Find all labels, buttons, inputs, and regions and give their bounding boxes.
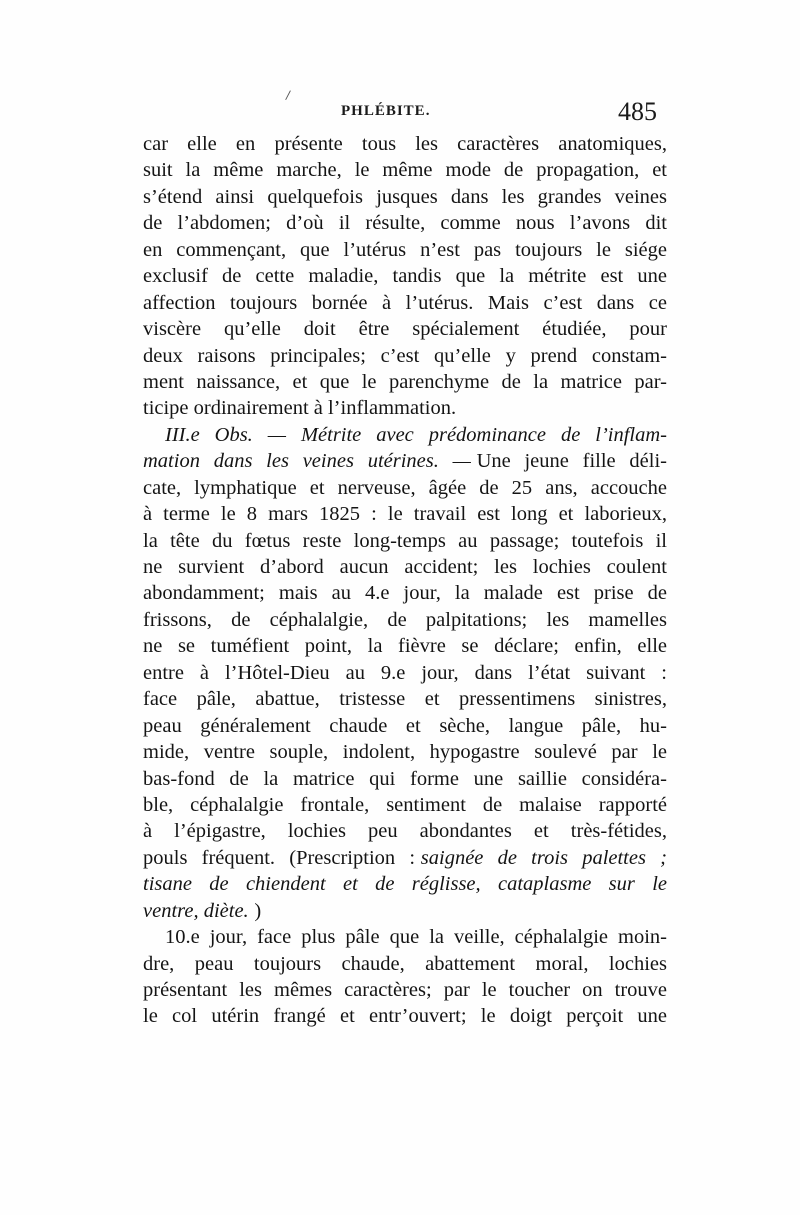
text-line: bas-fond de la matrice qui forme une saillie considéra-	[143, 767, 667, 790]
text-line: affection toujours bornée à l’utérus. Mais c’est dans ce	[143, 291, 667, 314]
text-line: dre, peau toujours chaude, abattement moral, lochies	[143, 952, 667, 975]
prescription-text: ventre, diète.	[143, 899, 249, 922]
text-line: face pâle, abattue, tristesse et pressentimens sinistres,	[143, 688, 667, 711]
text-line: entre à l’Hôtel-Dieu au 9.e jour, dans l’état suivant :	[143, 661, 667, 684]
text-line	[143, 898, 667, 924]
body-text	[143, 131, 667, 1030]
text-line: deux raisons principales; c’est qu’elle y prend constam-	[143, 344, 667, 367]
prescription-text: tisane de chiendent et de réglisse, cataplasme sur le	[143, 873, 667, 896]
text-line: abondamment; mais au 4.e jour, la malade est prise de	[143, 582, 667, 605]
text-segment: pouls fréquent. (Prescription :	[143, 846, 416, 869]
text-line: de l’abdomen; d’où il résulte, comme nous l’avons dit	[143, 212, 667, 235]
text-segment: Une jeune fille déli-	[476, 450, 667, 473]
text-line: le col utérin frangé et entr’ouvert; le doigt perçoit une	[143, 1005, 667, 1028]
text-line: la tête du fœtus reste long-temps au passage; toutefois il	[143, 529, 667, 552]
text-line: à terme le 8 mars 1825 : le travail est long et laborieux,	[143, 503, 667, 526]
running-title: PHLÉBITE.	[341, 103, 431, 119]
text-line: présentant les mêmes caractères; par le toucher on trouve	[143, 979, 667, 1001]
text-line: exclusif de cette maladie, tandis que la métrite est une	[143, 265, 667, 288]
observation-heading: III.e Obs. — Métrite avec prédominance de l’inflam-	[165, 423, 667, 446]
text-line: cate, lymphatique et nerveuse, âgée de 25 ans, accouche	[143, 476, 667, 499]
observation-heading-cont: mation dans les veines utérines. —	[143, 450, 471, 473]
page-number: 485	[618, 97, 657, 126]
text-line: en commençant, que l’utérus n’est pas toujours le siége	[143, 238, 667, 261]
prescription-text: saignée de trois palettes ;	[420, 846, 667, 869]
text-line: car elle en présente tous les caractères anatomiques,	[143, 133, 667, 155]
running-head	[0, 97, 800, 133]
text-line: ne survient d’abord aucun accident; les lochies coulent	[143, 556, 667, 578]
text-segment: )	[254, 899, 262, 922]
text-line: suit la même marche, le même mode de propagation, et	[143, 159, 667, 182]
text-line	[143, 845, 667, 871]
text-line: 10.e jour, face plus pâle que la veille, céphalalgie moin-	[165, 926, 667, 949]
text-line: s’étend ainsi quelquefois jusques dans les grandes veines	[143, 185, 667, 208]
stray-ink-mark: /	[284, 87, 292, 103]
text-line: frissons, de céphalalgie, de palpitations; les mamelles	[143, 608, 667, 631]
text-line: à l’épigastre, lochies peu abondantes et très-fétides,	[143, 820, 667, 843]
text-line: peau généralement chaude et sèche, langue pâle, hu-	[143, 714, 667, 737]
text-line: ble, céphalalgie frontale, sentiment de malaise rapporté	[143, 793, 667, 816]
text-line: mide, ventre souple, indolent, hypogastre soulevé par le	[143, 741, 667, 764]
text-line	[143, 448, 667, 474]
text-line: ne se tuméfient point, la fièvre se déclare; enfin, elle	[143, 635, 667, 658]
text-line: viscère qu’elle doit être spécialement étudiée, pour	[143, 318, 667, 341]
text-line: ticipe ordinairement à l’inflammation.	[143, 397, 457, 420]
text-line: ment naissance, et que le parenchyme de la matrice par-	[143, 370, 667, 393]
